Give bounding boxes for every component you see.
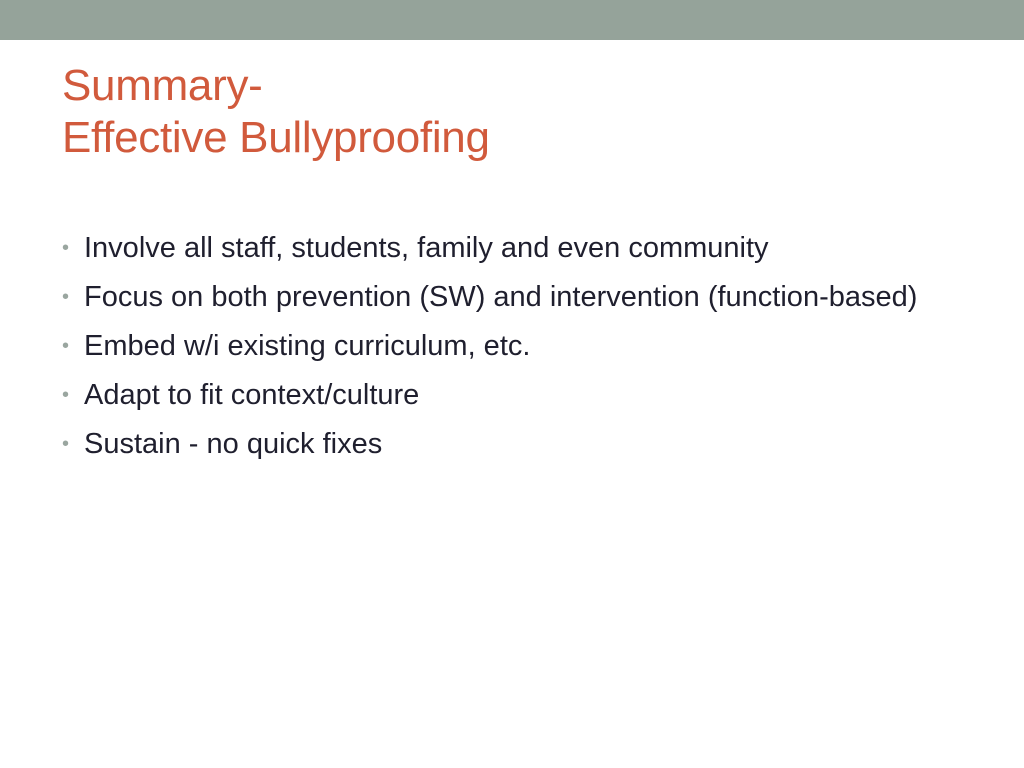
bullet-item <box>62 424 967 464</box>
bullet-item <box>62 326 967 366</box>
bullet-icon: • <box>62 286 70 308</box>
bullet-list <box>62 228 967 473</box>
bullet-text: Embed w/i existing curriculum, etc. <box>84 330 531 362</box>
bullet-item <box>62 375 967 415</box>
bullet-text: Involve all staff, students, family and even community <box>84 232 769 264</box>
bullet-item <box>62 228 967 268</box>
bullet-item <box>62 277 967 317</box>
bullet-text: Adapt to fit context/culture <box>84 379 420 411</box>
bullet-text: Focus on both prevention (SW) and intervention (function-based) <box>84 281 918 313</box>
bullet-icon: • <box>62 384 70 406</box>
slide-title <box>62 60 962 164</box>
title-line-1: Summary- <box>62 61 263 110</box>
top-accent-band <box>0 0 1024 40</box>
bullet-text: Sustain - no quick fixes <box>84 428 383 460</box>
title-line-2: Effective Bullyproofing <box>62 113 490 162</box>
bullet-icon: • <box>62 237 70 259</box>
bullet-icon: • <box>62 335 70 357</box>
bullet-icon: • <box>62 433 70 455</box>
